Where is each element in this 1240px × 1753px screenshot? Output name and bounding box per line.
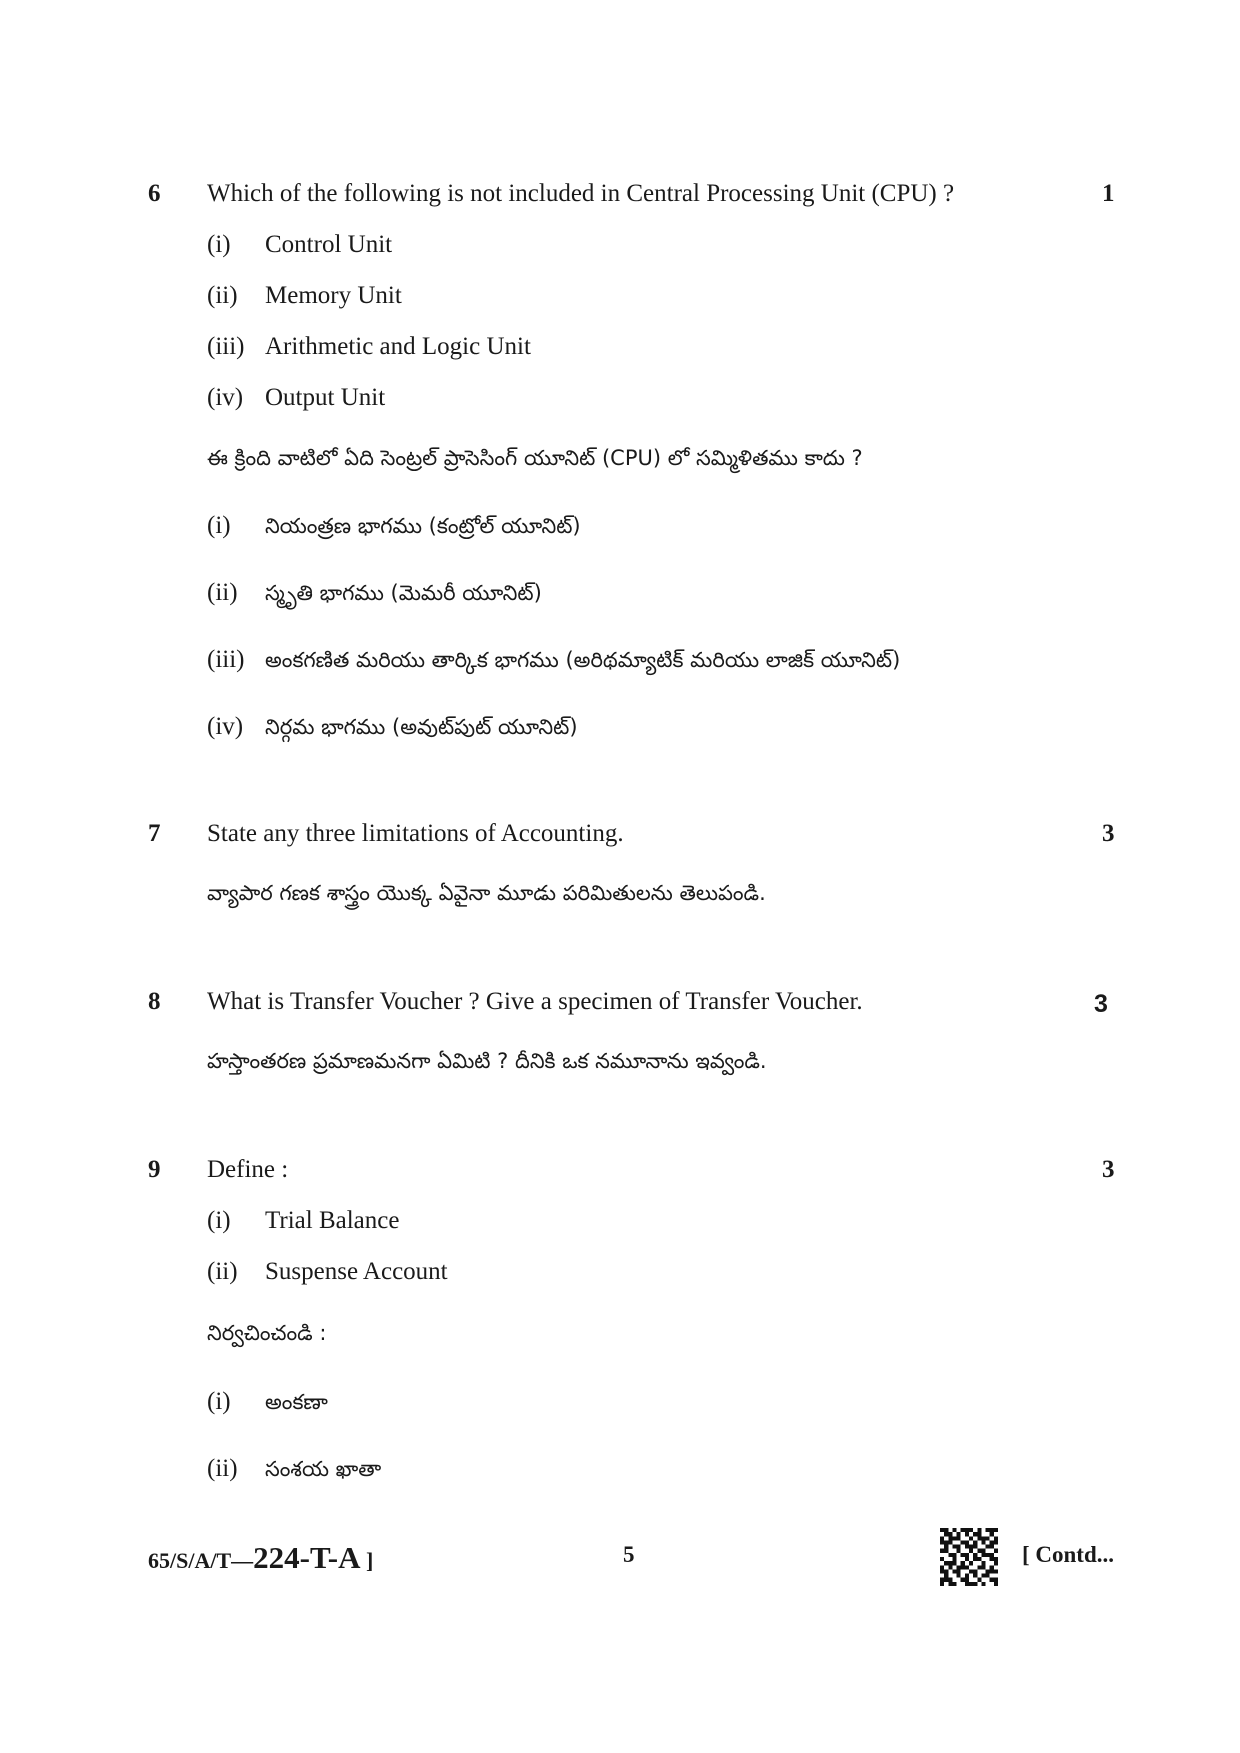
option-text: సంశయ ఖాతా [265, 1457, 382, 1481]
question-9-number: 9 [148, 1156, 161, 1183]
option-label: (i) [207, 1388, 231, 1415]
option-label: (ii) [207, 579, 238, 606]
question-9-option-2 [207, 1258, 448, 1286]
question-6-telugu-option-4 [207, 713, 578, 745]
question-7-text: State any three limitations of Accounting. [207, 820, 624, 847]
option-label: (iv) [207, 384, 244, 411]
question-6-number: 6 [148, 180, 161, 207]
option-text: నిర్గమ భాగము (అవుట్‌పుట్ యూనిట్) [265, 715, 578, 739]
question-9-telugu-option-1 [207, 1388, 328, 1420]
question-6-option-4 [207, 384, 385, 412]
question-9-telugu-option-2 [207, 1455, 381, 1487]
question-6-telugu-text: ఈ క్రింది వాటిలో ఏది సెంట్రల్ ప్రాసెసింగ్ యూనిట్ (CPU) లో సమ్మిళితము కాదు ? [207, 446, 863, 470]
option-label: (iii) [207, 646, 245, 673]
option-label: (ii) [207, 282, 238, 309]
option-label: (iii) [207, 333, 245, 360]
option-text: నియంత్రణ భాగము (కంట్రోల్ యూనిట్) [265, 514, 581, 538]
paper-code-prefix: 65/S/A/T— [148, 1548, 254, 1573]
question-8-text: What is Transfer Voucher ? Give a specimen of Transfer Voucher. [207, 988, 863, 1015]
option-text: Control Unit [265, 231, 393, 258]
option-label: (iv) [207, 713, 244, 740]
question-6-telugu-option-2 [207, 579, 542, 611]
question-6-marks: 1 [1102, 180, 1115, 207]
qr-code-icon [940, 1528, 998, 1586]
option-label: (ii) [207, 1455, 238, 1482]
option-text: అంకగణిత మరియు తార్కిక భాగము (అరిథమ్యాటిక్ మరియు లాజిక్ యూనిట్) [265, 648, 901, 672]
paper-code-main: 224-T-A [253, 1540, 361, 1575]
question-9-option-1 [207, 1207, 399, 1235]
option-label: (i) [207, 231, 231, 258]
option-text: స్మృతి భాగము (మెమరీ యూనిట్) [265, 581, 542, 605]
question-8-telugu-text: హస్తాంతరణ ప్రమాణమనగా ఏమిటి ? దీనికి ఒక నమూనాను ఇవ్వండి. [207, 1049, 767, 1073]
question-8-marks: 3 [1094, 990, 1108, 1018]
option-label: (i) [207, 1207, 231, 1234]
paper-code-suffix: ] [360, 1548, 374, 1573]
question-9-marks: 3 [1102, 1156, 1115, 1183]
option-text: Arithmetic and Logic Unit [265, 333, 531, 360]
paper-code [148, 1540, 373, 1576]
question-8-number: 8 [148, 988, 161, 1015]
question-6-text: Which of the following is not included in Central Processing Unit (CPU) ? [207, 180, 955, 207]
option-text: Memory Unit [265, 282, 402, 309]
page-number: 5 [623, 1542, 635, 1567]
option-label: (ii) [207, 1258, 238, 1285]
question-7-number: 7 [148, 820, 161, 847]
question-6-option-1 [207, 231, 392, 259]
option-text: Suspense Account [265, 1258, 448, 1285]
question-7-telugu-text: వ్యాపార గణక శాస్త్రం యొక్క ఏవైనా మూడు పరిమితులను తెలుపండి. [207, 881, 766, 905]
question-6-option-3 [207, 333, 531, 361]
question-7-marks: 3 [1102, 820, 1115, 847]
continued-label: [ Contd... [1022, 1542, 1115, 1567]
question-9-text: Define : [207, 1156, 289, 1183]
option-text: Trial Balance [265, 1207, 400, 1234]
option-text: Output Unit [265, 384, 386, 411]
question-9-telugu-text: నిర్వచించండి : [207, 1321, 327, 1345]
question-6-option-2 [207, 282, 402, 310]
question-6-telugu-option-3 [207, 646, 900, 678]
option-label: (i) [207, 512, 231, 539]
question-6-telugu-option-1 [207, 512, 581, 544]
option-text: అంకణా [265, 1390, 328, 1414]
